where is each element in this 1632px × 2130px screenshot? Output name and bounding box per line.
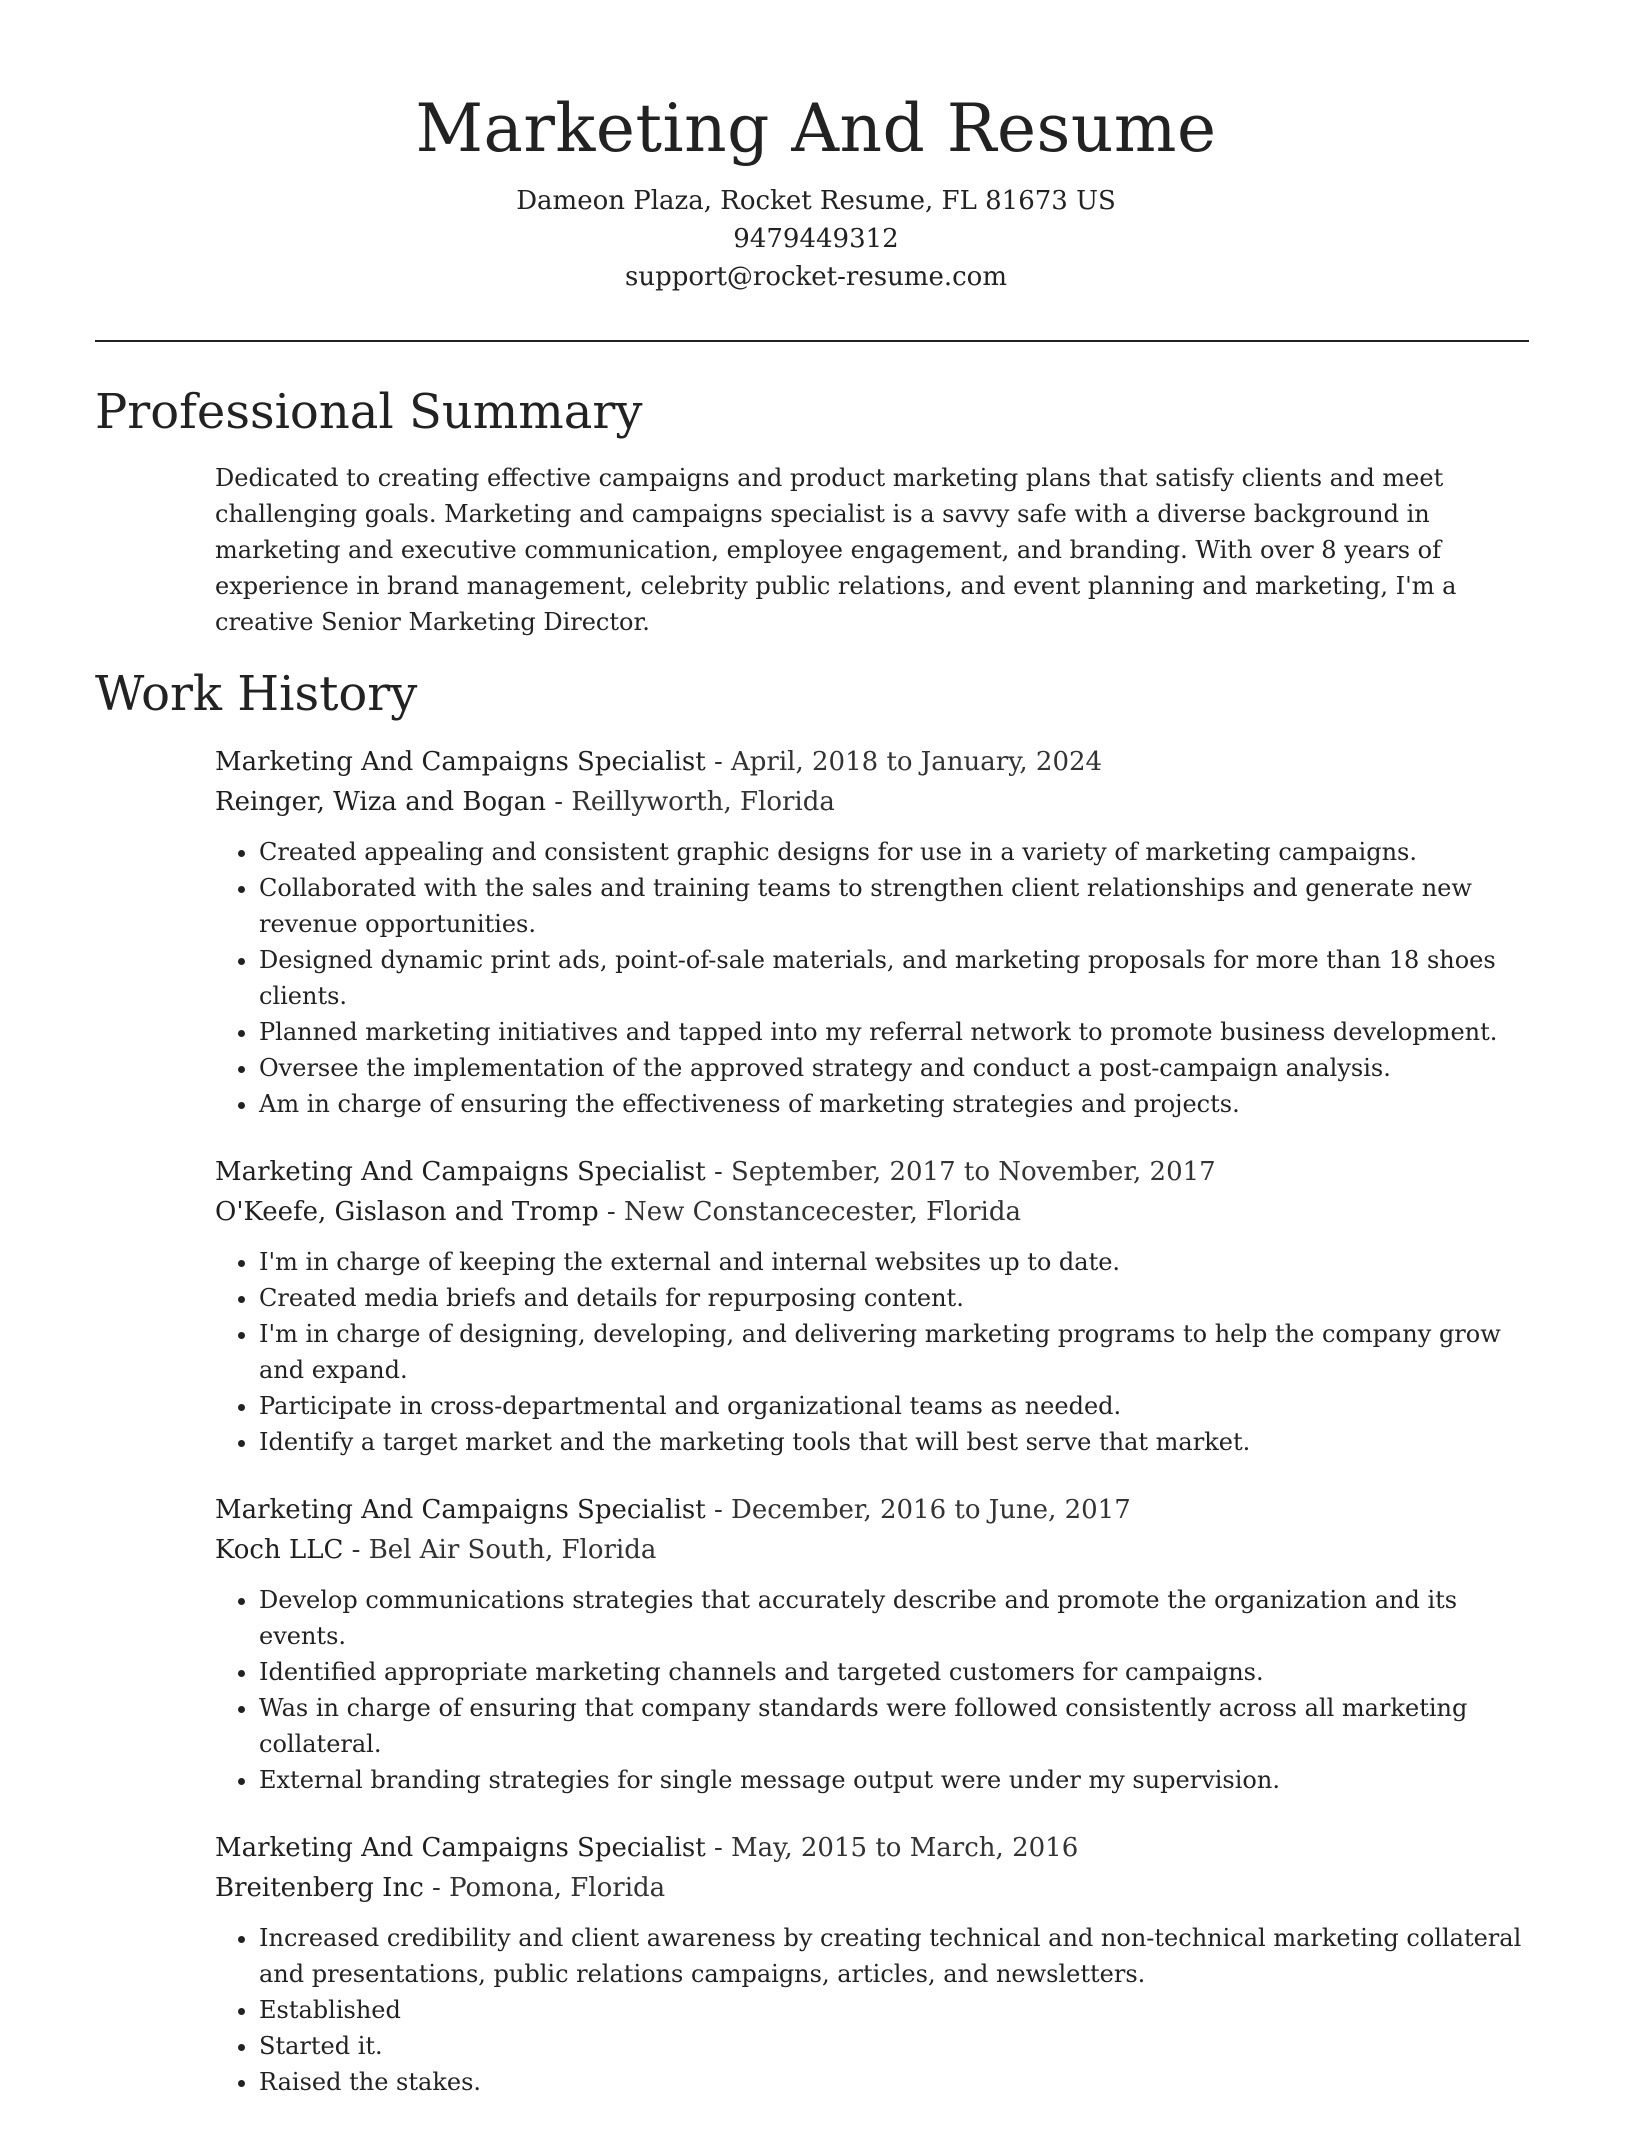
job-dates: - December, 2016 to June, 2017 — [705, 1495, 1131, 1525]
job-location: - Pomona, Florida — [423, 1873, 666, 1903]
job-company: Koch LLC — [215, 1535, 344, 1565]
job-bullet: • Raised the stakes. — [259, 2064, 1535, 2100]
job-role: Marketing And Campaigns Specialist — [215, 1495, 706, 1525]
job-bullet: • Increased credibility and client awareness by creating technical and non-technical marketing collateral and presentations, public relations campaigns, articles, and newsletters. — [259, 1920, 1535, 1992]
job-company-line — [215, 1868, 1535, 1908]
contact-info — [0, 182, 1632, 296]
phone-text: 9479449312 — [733, 224, 899, 254]
job-bullets — [215, 1244, 1535, 1460]
job-location: - Bel Air South, Florida — [343, 1535, 657, 1565]
job-bullet: • I'm in charge of designing, developing, and delivering marketing programs to help the company grow and expand. — [259, 1316, 1535, 1388]
job-role: Marketing And Campaigns Specialist — [215, 747, 706, 777]
email-text: support@rocket-resume.com — [624, 262, 1007, 292]
job-title-line — [215, 742, 1535, 782]
job-bullet: • Created media briefs and details for repurposing content. — [259, 1280, 1535, 1316]
job-bullet: • Established — [259, 1992, 1535, 2028]
job-company-line — [215, 1192, 1535, 1232]
job-bullet: • Planned marketing initiatives and tapped into my referral network to promote business development. — [259, 1014, 1535, 1050]
job-bullet: • Develop communications strategies that accurately describe and promote the organization and its events. — [259, 1582, 1535, 1654]
header-divider — [95, 340, 1529, 342]
job-role: Marketing And Campaigns Specialist — [215, 1157, 706, 1187]
candidate-name: Marketing And Resume — [415, 90, 1217, 167]
job-dates: - April, 2018 to January, 2024 — [705, 747, 1103, 777]
job-bullet: • Participate in cross-departmental and organizational teams as needed. — [259, 1388, 1535, 1424]
resume-header — [0, 84, 1632, 296]
job-entry — [215, 1152, 1535, 1460]
job-location: - Reillyworth, Florida — [546, 787, 835, 817]
job-entry — [215, 742, 1535, 1122]
job-title-line — [215, 1828, 1535, 1868]
job-entry — [215, 1828, 1535, 2100]
job-bullets — [215, 1582, 1535, 1798]
job-entry — [215, 1490, 1535, 1798]
job-bullet: • Identified appropriate marketing channels and targeted customers for campaigns. — [259, 1654, 1535, 1690]
job-bullet: • Created appealing and consistent graphic designs for use in a variety of marketing campaigns. — [259, 834, 1535, 870]
job-company-line — [215, 782, 1535, 822]
job-bullets — [215, 1920, 1535, 2100]
job-bullet: • Identify a target market and the marketing tools that will best serve that market. — [259, 1424, 1535, 1460]
job-bullet: • Am in charge of ensuring the effectiveness of marketing strategies and projects. — [259, 1086, 1535, 1122]
work-history-heading: Work History — [95, 666, 418, 722]
job-bullet: • I'm in charge of keeping the external and internal websites up to date. — [259, 1244, 1535, 1280]
job-bullet: • Collaborated with the sales and training teams to strengthen client relationships and generate new revenue opportunities. — [259, 870, 1535, 942]
work-history-list — [215, 742, 1535, 2130]
job-bullet: • Started it. — [259, 2028, 1535, 2064]
address-text: Dameon Plaza, Rocket Resume, FL 81673 US — [516, 186, 1116, 216]
job-bullet: • External branding strategies for single message output were under my supervision. — [259, 1762, 1535, 1798]
job-title-line — [215, 1152, 1535, 1192]
job-company: O'Keefe, Gislason and Tromp — [215, 1197, 599, 1227]
job-bullets — [215, 834, 1535, 1122]
job-title-line — [215, 1490, 1535, 1530]
summary-heading: Professional Summary — [95, 384, 643, 440]
job-bullet: • Oversee the implementation of the approved strategy and conduct a post-campaign analysis. — [259, 1050, 1535, 1086]
summary-text: Dedicated to creating effective campaigns and product marketing plans that satisfy clients and meet challenging goals. Marketing and campaigns specialist is a savvy safe with a diverse background in marketing and executive communication, employee engagement, and branding. With over 8 years of experience in brand management, celebrity public relations, and event planning and marketing, I'm a creative Senior Marketing Director. — [215, 464, 1457, 636]
job-location: - New Constancecester, Florida — [598, 1197, 1022, 1227]
job-dates: - September, 2017 to November, 2017 — [705, 1157, 1216, 1187]
job-company-line — [215, 1530, 1535, 1570]
job-bullet: • Designed dynamic print ads, point-of-sale materials, and marketing proposals for more than 18 shoes clients. — [259, 942, 1535, 1014]
job-bullet: • Was in charge of ensuring that company standards were followed consistently across all marketing collateral. — [259, 1690, 1535, 1762]
job-role: Marketing And Campaigns Specialist — [215, 1833, 706, 1863]
job-dates: - May, 2015 to March, 2016 — [705, 1833, 1079, 1863]
job-company: Breitenberg Inc — [215, 1873, 424, 1903]
job-company: Reinger, Wiza and Bogan — [215, 787, 547, 817]
